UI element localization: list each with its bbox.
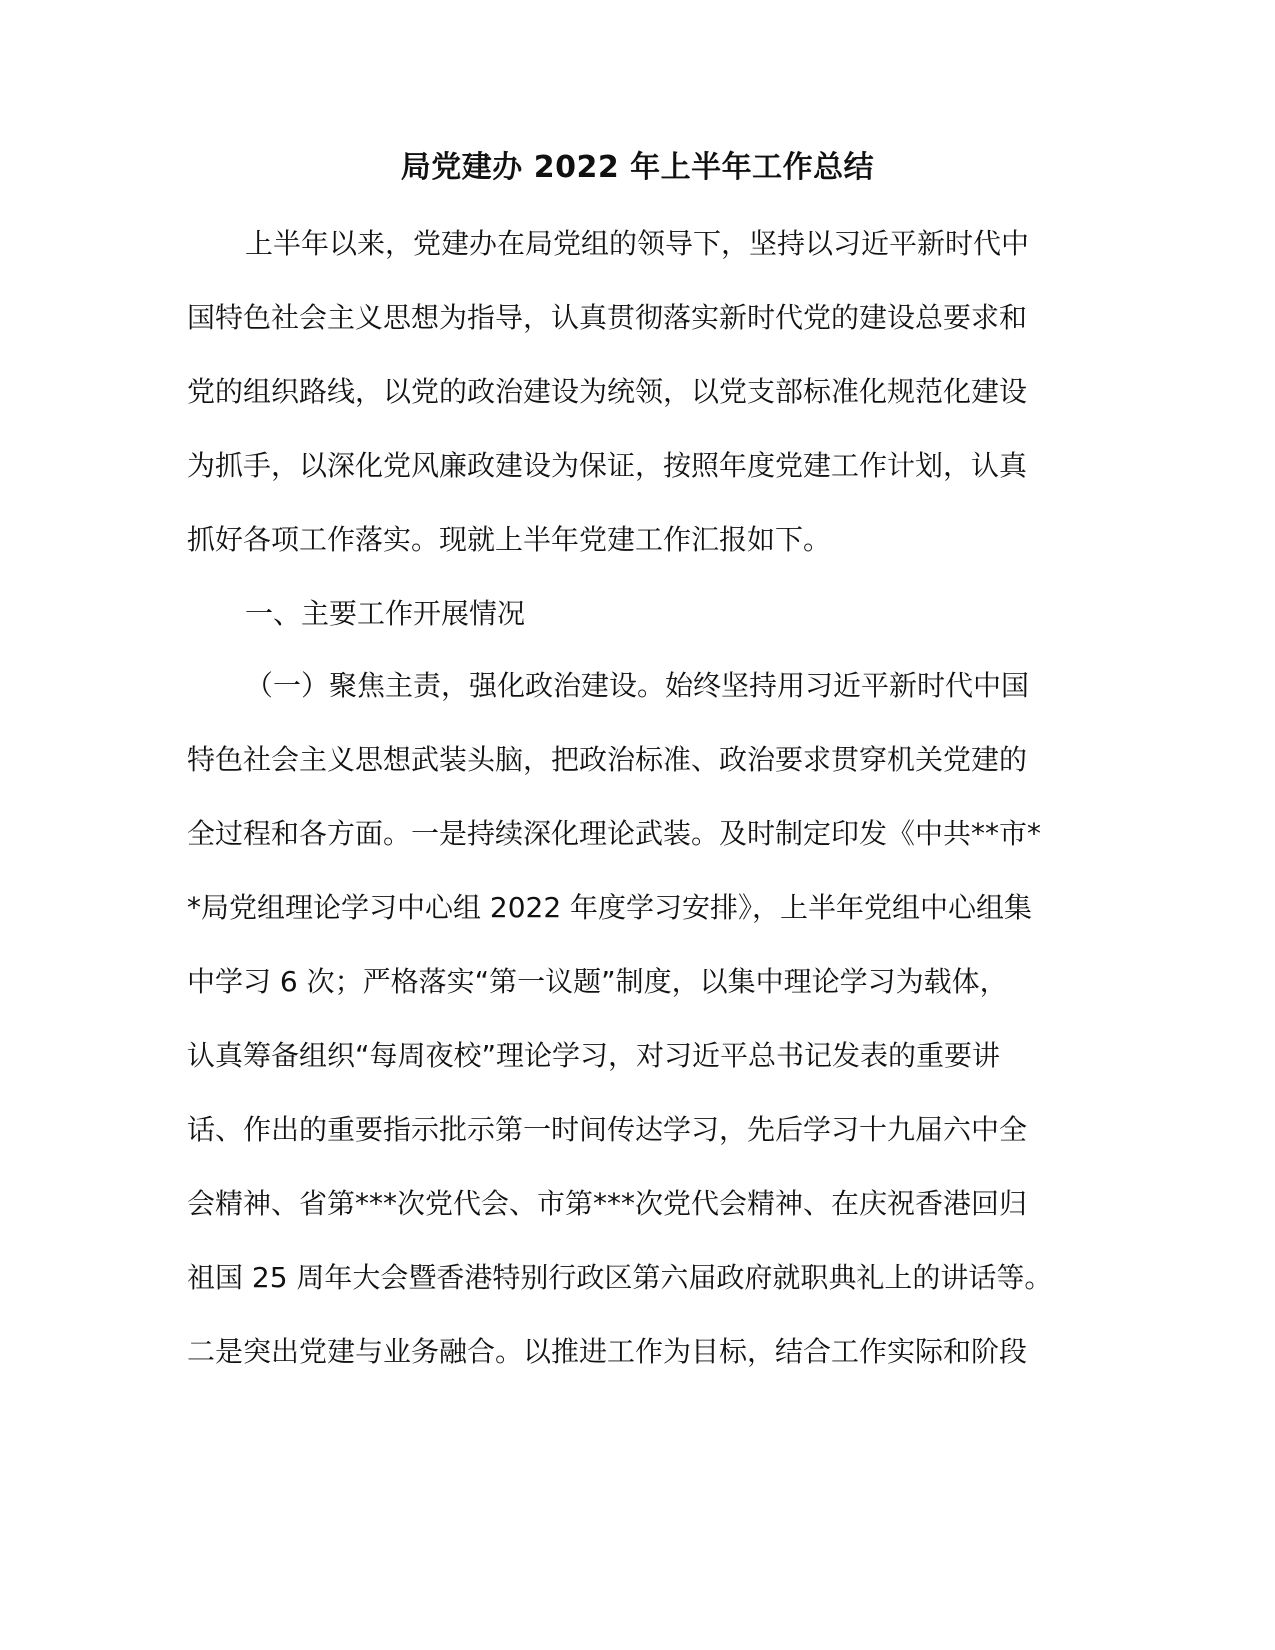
paragraph-line: 抓好各项工作落实。现就上半年党建工作汇报如下。 [187, 523, 832, 556]
paragraph-line: 为抓手，以深化党风廉政建设为保证，按照年度党建工作计划，认真 [187, 449, 1028, 482]
paragraph-line: 党的组织路线，以党的政治建设为统领，以党支部标准化规范化建设 [187, 375, 1028, 408]
paragraph-line: 会精神、省第***次党代会、市第***次党代会精神、在庆祝香港回归 [187, 1187, 1028, 1220]
paragraph-line: （一）聚焦主责，强化政治建设。始终坚持用习近平新时代中国 [245, 669, 1030, 702]
document-title: 局党建办 2022 年上半年工作总结 [400, 150, 875, 185]
section-heading: 一、主要工作开展情况 [245, 597, 526, 630]
paragraph-line: 二是突出党建与业务融合。以推进工作为目标，结合工作实际和阶段 [187, 1335, 1028, 1368]
paragraph-line: 全过程和各方面。一是持续深化理论武装。及时制定印发《中共**市* [187, 817, 1042, 850]
paragraph-line: 上半年以来，党建办在局党组的领导下，坚持以习近平新时代中 [245, 227, 1030, 260]
paragraph-line: 祖国 25 周年大会暨香港特别行政区第六届政府就职典礼上的讲话等。 [187, 1261, 1053, 1294]
paragraph-line: 话、作出的重要指示批示第一时间传达学习，先后学习十九届六中全 [187, 1113, 1028, 1146]
paragraph-line: 特色社会主义思想武装头脑，把政治标准、政治要求贯穿机关党建的 [187, 743, 1028, 776]
paragraph-line: 国特色社会主义思想为指导，认真贯彻落实新时代党的建设总要求和 [187, 301, 1028, 334]
paragraph-line: 中学习 6 次；严格落实“第一议题”制度，以集中理论学习为载体， [187, 965, 1008, 998]
paragraph-line: *局党组理论学习中心组 2022 年度学习安排》，上半年党组中心组集 [187, 891, 1033, 924]
paragraph-line: 认真筹备组织“每周夜校”理论学习，对习近平总书记发表的重要讲 [187, 1039, 1001, 1072]
